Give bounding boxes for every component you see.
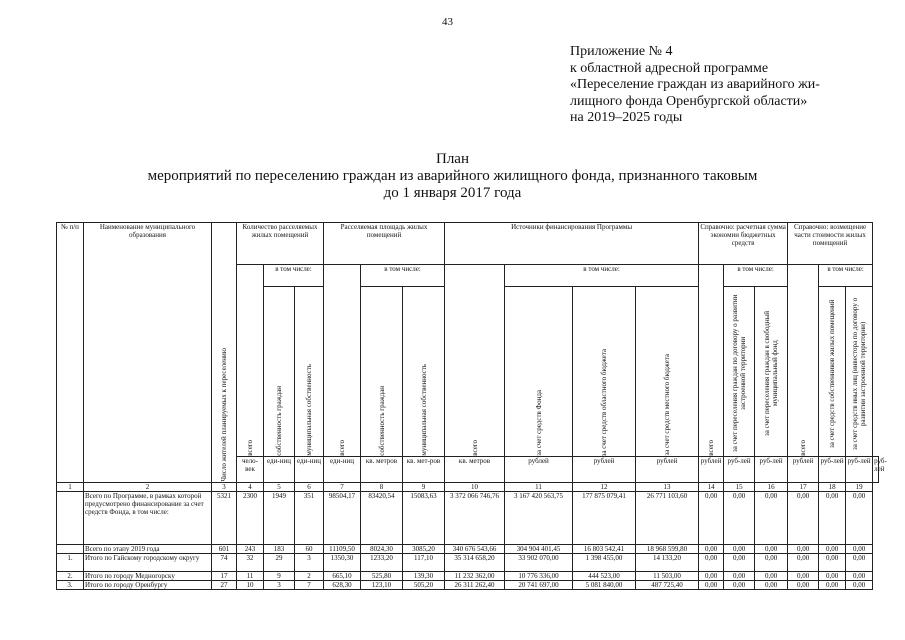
value-cell: 183 [264,545,295,554]
column-number-cell: 18 [819,483,846,492]
row-name-cell: Итого по Гайскому городскому округу [84,554,212,572]
column-number-cell: 17 [788,483,819,492]
value-cell: 10 776 336,00 [505,572,573,581]
value-cell: 525,80 [361,572,403,581]
row-number-cell [57,492,84,545]
appendix-line: Приложение № 4 [570,44,673,59]
hdr-economy: Справочно: расчетная сумма экономии бюджетных средств [699,223,788,265]
value-cell: 0,00 [755,581,788,590]
value-cell: 32 [237,554,264,572]
title-line: План [435,151,469,167]
value-cell: 0,00 [699,554,724,572]
unit-cell: руб-лей [819,457,846,483]
value-cell: 340 676 543,66 [445,545,505,554]
value-cell: 0,00 [846,545,873,554]
value-cell: 243 [237,545,264,554]
column-number-cell: 7 [324,483,361,492]
hdr-reimb-total-text: всего [799,440,808,456]
hdr-eco-incl: в том числе: [724,265,788,287]
hdr-src-fund-text: за счет средств Фонда [534,390,543,456]
row-number-cell [57,545,84,554]
value-cell: 0,00 [788,545,819,554]
value-cell: 0,00 [846,492,873,545]
row-number-cell: 2. [57,572,84,581]
value-cell: 26 771 103,60 [636,492,699,545]
value-cell: 11 232 362,00 [445,572,505,581]
value-cell: 3 [295,554,324,572]
value-cell: 5 081 840,00 [573,581,636,590]
hdr-eco-total-text: всего [707,440,716,456]
value-cell: 123,10 [361,581,403,590]
hdr-rooms-incl: в том числе: [264,265,324,287]
appendix-line: к областной адресной программе [570,60,769,76]
header-row-1 [57,223,879,265]
hdr-rooms-total-text: всего [246,440,254,456]
value-cell: 601 [212,545,237,554]
value-cell: 0,00 [819,554,846,572]
column-number-cell: 9 [403,483,445,492]
title-line: до 1 января 2017 года [383,185,522,201]
value-cell: 304 904 401,45 [505,545,573,554]
hdr-rooms-own-text: собственность граждан [275,386,283,456]
value-cell: 83420,54 [361,492,403,545]
row-name-cell: Всего по этапу 2019 года [84,545,212,554]
value-cell: 27 [212,581,237,590]
table-row [57,545,879,554]
hdr-area-own-text: собственность граждан [377,386,386,456]
table-row [57,572,879,581]
unit-cell: рублей [505,457,573,483]
column-number-cell: 11 [505,483,573,492]
hdr-area: Расселяемая площадь жилых помещений [324,223,445,265]
value-cell: 74 [212,554,237,572]
value-cell: 0,00 [819,492,846,545]
value-cell: 3085,20 [403,545,445,554]
value-cell: 1949 [264,492,295,545]
unit-cell: руб-лей [846,457,873,483]
column-number-cell: 3 [212,483,237,492]
column-number-cell: 10 [445,483,505,492]
value-cell: 29 [264,554,295,572]
hdr-src-local-text: за счет средств местного бюджета [663,354,672,456]
value-cell: 3 [264,581,295,590]
value-cell: 2 [295,572,324,581]
value-cell: 0,00 [846,554,873,572]
hdr-eco-free-text: за счет переселения граждан в свободный муниципальный фонд [763,310,780,437]
hdr-reimb-total [788,265,819,457]
value-cell: 0,00 [699,572,724,581]
row-number-cell: 1. [57,554,84,572]
unit-cell: кв. мет-ров [403,457,445,483]
value-cell: 0,00 [724,492,755,545]
value-cell: 60 [295,545,324,554]
hdr-rooms-own [264,287,295,457]
column-number-cell: 12 [573,483,636,492]
table-body [57,492,879,590]
value-cell: 3 167 420 563,75 [505,492,573,545]
hdr-eco-free [755,287,788,457]
table-row [57,581,879,590]
value-cell: 0,00 [788,572,819,581]
value-cell: 11109,50 [324,545,361,554]
row-name-cell: Итого по городу Оренбургу [84,581,212,590]
unit-cell: рублей [699,457,724,483]
hdr-name: Наименование муниципального образования [84,223,212,483]
hdr-src-fund [505,287,573,457]
column-number-cell: 16 [755,483,788,492]
value-cell: 351 [295,492,324,545]
column-number-cell: 6 [295,483,324,492]
value-cell: 487 725,40 [636,581,699,590]
hdr-reimb-others-text: за счет средств иных лиц (инвестора по договору о развитии застроенной территории) [851,297,868,450]
unit-cell: руб-лей [755,457,788,483]
hdr-eco-contract [724,287,755,457]
value-cell: 11 503,00 [636,572,699,581]
appendix-line: лищного фонда Оренбургской области» [570,93,808,109]
hdr-area-mun-text: муниципальная собственность [419,364,428,456]
value-cell: 177 875 079,41 [573,492,636,545]
hdr-area-total-text: всего [338,440,346,456]
plan-title [0,151,905,202]
table-row [57,492,879,545]
hdr-sources: Источники финансирования Программы [445,223,699,265]
value-cell: 0,00 [699,492,724,545]
table-row [57,554,879,572]
value-cell: 14 133,20 [636,554,699,572]
hdr-rooms-mun [295,287,324,457]
row-name-cell: Всего по Программе, в рамках которой предусмотрено финансирование за счет средств Фонда, в том числе: [84,492,212,545]
unit-cell: руб-лей [873,457,879,483]
value-cell: 0,00 [788,554,819,572]
value-cell: 3 372 066 746,76 [445,492,505,545]
value-cell: 1350,30 [324,554,361,572]
appendix-line: «Переселение граждан из аварийного жи- [570,77,820,92]
value-cell: 0,00 [755,554,788,572]
value-cell: 7 [295,581,324,590]
value-cell: 0,00 [755,572,788,581]
value-cell: 5321 [212,492,237,545]
hdr-rooms-mun-text: муниципальная собственность [305,364,313,456]
hdr-reimb-owners [819,287,846,457]
plan-table-wrapper [56,222,887,589]
hdr-src-region [573,287,636,457]
value-cell: 26 311 262,40 [445,581,505,590]
column-number-cell: 2 [84,483,212,492]
hdr-eco-total [699,265,724,457]
value-cell: 11 [237,572,264,581]
column-number-row [57,483,879,492]
value-cell: 15083,63 [403,492,445,545]
value-cell: 1 398 455,00 [573,554,636,572]
column-number-cell: 5 [264,483,295,492]
value-cell: 0,00 [846,581,873,590]
hdr-rooms: Количество расселяемых жилых помещений [237,223,324,265]
unit-cell: рублей [573,457,636,483]
value-cell: 139,30 [403,572,445,581]
value-cell: 0,00 [819,581,846,590]
unit-cell: еди-ниц [295,457,324,483]
column-number-cell: 4 [237,483,264,492]
value-cell: 665,10 [324,572,361,581]
hdr-reimb-owners-text: за счет средств собственников жилых помещений [828,299,837,448]
value-cell: 0,00 [724,581,755,590]
appendix-block [570,44,820,127]
value-cell: 628,30 [324,581,361,590]
hdr-src-incl: в том числе: [505,265,699,287]
title-line: мероприятий по переселению граждан из аварийного жилищного фонда, признанного таковым [147,168,758,184]
value-cell: 0,00 [819,572,846,581]
row-name-cell: Итого по городу Медногорску [84,572,212,581]
value-cell: 0,00 [724,572,755,581]
hdr-src-region-text: за счет средств областного бюджета [600,348,609,456]
hdr-area-mun [403,287,445,457]
value-cell: 98504,17 [324,492,361,545]
appendix-line: на 2019–2025 годы [570,110,683,125]
hdr-reimb-incl: в том числе: [819,265,873,287]
value-cell: 444 523,00 [573,572,636,581]
value-cell: 0,00 [724,545,755,554]
value-cell: 0,00 [819,545,846,554]
value-cell: 10 [237,581,264,590]
hdr-src-total-text: всего [470,440,479,456]
hdr-eco-contract-text: за счет переселения граждан по договору о развитии застроенной территории [731,294,748,453]
unit-cell: кв. метров [445,457,505,483]
hdr-area-total [324,265,361,457]
hdr-residents-text: Число жителей планируемых к переселению [220,348,228,482]
plan-table [56,222,887,590]
hdr-residents [212,223,237,483]
value-cell: 16 803 542,41 [573,545,636,554]
hdr-reimb: Справочно: возмещение части стоимости жилых помещений [788,223,873,265]
column-number-cell: 15 [724,483,755,492]
value-cell: 0,00 [699,581,724,590]
column-number-cell: 19 [846,483,873,492]
unit-cell: рублей [636,457,699,483]
value-cell: 1233,20 [361,554,403,572]
value-cell: 0,00 [846,572,873,581]
unit-cell: чело-век [237,457,264,483]
value-cell: 117,10 [403,554,445,572]
hdr-reimb-others [846,287,873,457]
value-cell: 0,00 [755,492,788,545]
hdr-num: № п/п [57,223,84,483]
column-number-cell: 14 [699,483,724,492]
hdr-src-local [636,287,699,457]
value-cell: 0,00 [724,554,755,572]
value-cell: 0,00 [788,492,819,545]
value-cell: 505,20 [403,581,445,590]
column-number-cell: 13 [636,483,699,492]
column-number-cell: 8 [361,483,403,492]
value-cell: 33 902 070,00 [505,554,573,572]
value-cell: 9 [264,572,295,581]
hdr-rooms-total [237,265,264,457]
value-cell: 2300 [237,492,264,545]
unit-cell: кв. метров [361,457,403,483]
unit-cell: еди-ниц [324,457,361,483]
value-cell: 35 314 658,20 [445,554,505,572]
value-cell: 8024,30 [361,545,403,554]
unit-cell: еди-ниц [264,457,295,483]
row-number-cell: 3. [57,581,84,590]
unit-cell: рублей [788,457,819,483]
hdr-area-own [361,287,403,457]
column-number-cell: 1 [57,483,84,492]
value-cell: 18 968 599,80 [636,545,699,554]
unit-cell: руб-лей [724,457,755,483]
value-cell: 0,00 [699,545,724,554]
value-cell: 0,00 [755,545,788,554]
value-cell: 0,00 [788,581,819,590]
page-number: 43 [442,16,453,28]
hdr-area-incl: в том числе: [361,265,445,287]
value-cell: 17 [212,572,237,581]
hdr-src-total [445,265,505,457]
value-cell: 20 741 697,00 [505,581,573,590]
